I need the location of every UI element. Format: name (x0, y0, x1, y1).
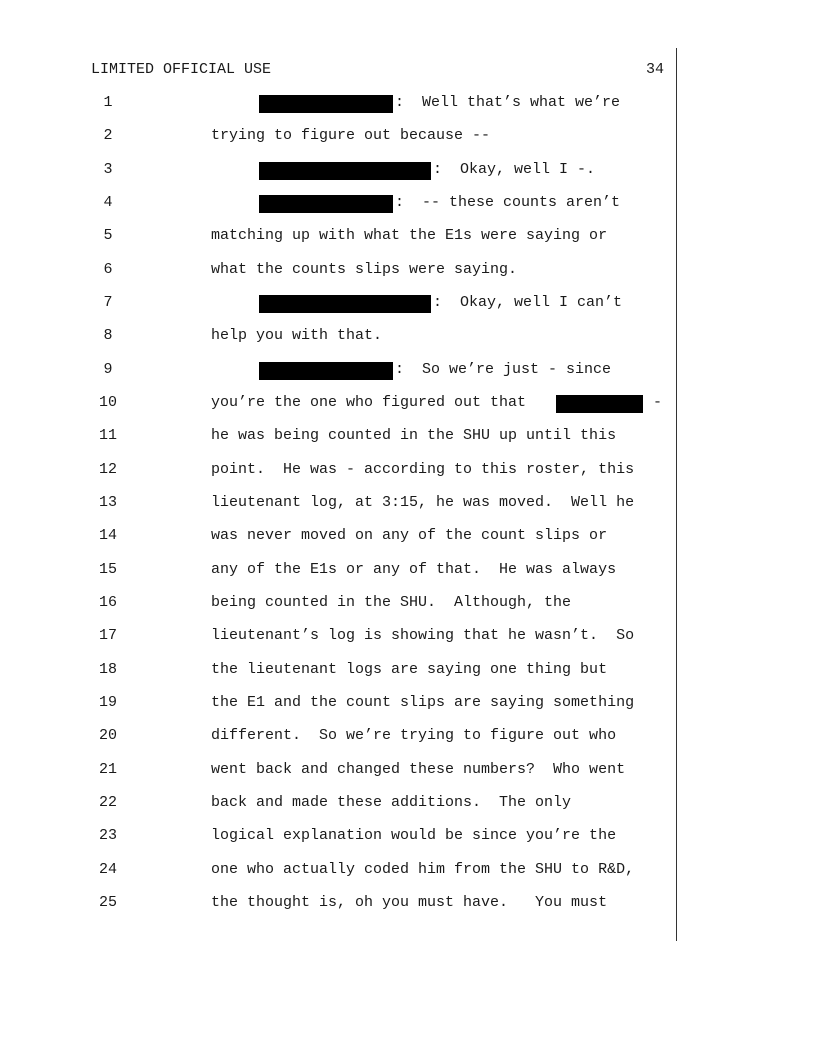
transcript-line (0, 594, 816, 614)
transcript-line (0, 494, 816, 514)
line-number: 7 (103, 294, 113, 311)
line-number: 22 (98, 794, 117, 811)
transcript-line (0, 661, 816, 681)
line-number: 24 (98, 861, 117, 878)
redaction-bar (259, 295, 431, 313)
transcript-line (0, 261, 816, 281)
line-number: 1 (103, 94, 113, 111)
redaction-bar (259, 362, 393, 380)
line-text: any of the E1s or any of that. He was always (211, 561, 617, 578)
line-number: 11 (98, 427, 117, 444)
transcript-line (0, 361, 816, 381)
line-text-trailing: - (653, 394, 663, 411)
line-text: : So we’re just - since (395, 361, 612, 378)
line-number: 17 (98, 627, 117, 644)
line-number: 9 (103, 361, 113, 378)
line-number: 15 (98, 561, 117, 578)
line-text: : Well that’s what we’re (395, 94, 621, 111)
line-number: 20 (98, 727, 117, 744)
line-text: went back and changed these numbers? Who went (211, 761, 626, 778)
line-text: the E1 and the count slips are saying something (211, 694, 635, 711)
transcript-line (0, 727, 816, 747)
line-text: one who actually coded him from the SHU to R&D, (211, 861, 635, 878)
line-number: 23 (98, 827, 117, 844)
page-header-classification: LIMITED OFFICIAL USE (91, 61, 272, 78)
transcript-line (0, 327, 816, 347)
line-number: 13 (98, 494, 117, 511)
redaction-bar (259, 95, 393, 113)
line-text: point. He was - according to this roster, this (211, 461, 635, 478)
redaction-bar (556, 395, 643, 413)
line-text: help you with that. (211, 327, 383, 344)
line-number: 10 (98, 394, 117, 411)
line-number: 4 (103, 194, 113, 211)
transcript-line (0, 827, 816, 847)
transcript-line (0, 861, 816, 881)
page-number: 34 (646, 61, 665, 78)
transcript-line (0, 161, 816, 181)
redaction-bar (259, 195, 393, 213)
line-number: 18 (98, 661, 117, 678)
line-number: 12 (98, 461, 117, 478)
line-text: was never moved on any of the count slips or (211, 527, 608, 544)
line-number: 3 (103, 161, 113, 178)
line-text: the thought is, oh you must have. You must (211, 894, 608, 911)
line-text: : Okay, well I -. (433, 161, 596, 178)
line-text: what the counts slips were saying. (211, 261, 518, 278)
line-number: 6 (103, 261, 113, 278)
transcript-line (0, 894, 816, 914)
line-text: lieutenant’s log is showing that he wasn’t. So (211, 627, 635, 644)
transcript-line (0, 527, 816, 547)
line-number: 8 (103, 327, 113, 344)
line-text: matching up with what the E1s were saying or (211, 227, 608, 244)
transcript-line (0, 427, 816, 447)
line-number: 16 (98, 594, 117, 611)
line-text: : -- these counts aren’t (395, 194, 621, 211)
line-text: different. So we’re trying to figure out who (211, 727, 617, 744)
transcript-line (0, 794, 816, 814)
line-number: 5 (103, 227, 113, 244)
line-number: 19 (98, 694, 117, 711)
line-text: logical explanation would be since you’re the (211, 827, 617, 844)
transcript-line (0, 561, 816, 581)
line-number: 14 (98, 527, 117, 544)
line-text: : Okay, well I can’t (433, 294, 623, 311)
transcript-line (0, 761, 816, 781)
redaction-bar (259, 162, 431, 180)
transcript-line (0, 694, 816, 714)
transcript-line (0, 627, 816, 647)
line-text: trying to figure out because -- (211, 127, 491, 144)
transcript-line (0, 394, 816, 414)
line-number: 2 (103, 127, 113, 144)
transcript-line (0, 127, 816, 147)
line-number: 25 (98, 894, 117, 911)
transcript-line (0, 227, 816, 247)
line-text: being counted in the SHU. Although, the (211, 594, 572, 611)
line-number: 21 (98, 761, 117, 778)
transcript-line (0, 461, 816, 481)
line-text: you’re the one who figured out that (211, 394, 527, 411)
line-text: he was being counted in the SHU up until this (211, 427, 617, 444)
transcript-line (0, 194, 816, 214)
transcript-line (0, 294, 816, 314)
transcript-line (0, 94, 816, 114)
line-text: back and made these additions. The only (211, 794, 572, 811)
line-text: lieutenant log, at 3:15, he was moved. Well he (211, 494, 635, 511)
line-text: the lieutenant logs are saying one thing but (211, 661, 608, 678)
